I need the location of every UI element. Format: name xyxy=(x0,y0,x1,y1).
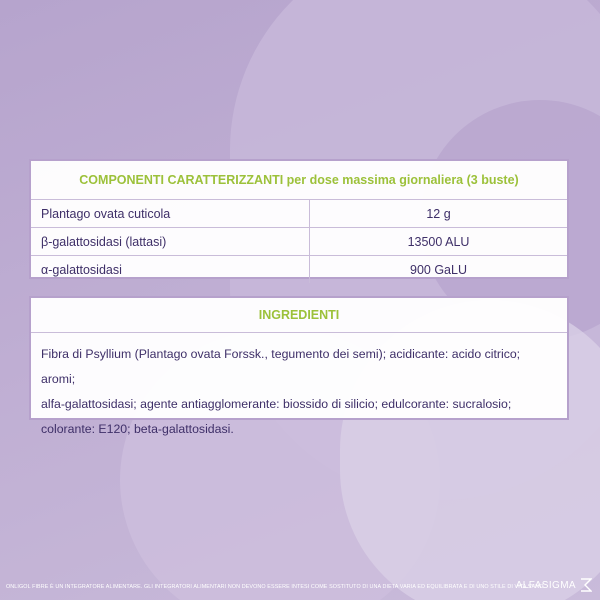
component-value: 900 GaLU xyxy=(410,262,467,277)
ingredients-text xyxy=(31,333,567,442)
footer-disclaimer: ONLIGOL FIBRE È UN INTEGRATORE ALIMENTARE. GLI INTEGRATORI ALIMENTARI NON DEVONO ESSERE INTESI COME SOSTITUTO DI UNA DIETA VARIA ED EQUILIBRATA E DI UNO STILE DI VITA SANO. xyxy=(6,584,546,590)
brand xyxy=(516,578,592,592)
component-name: α-galattosidasi xyxy=(31,256,310,283)
table-row xyxy=(31,256,567,283)
alfasigma-logo-icon xyxy=(580,578,592,592)
ingredients-box xyxy=(29,296,569,436)
brand-name: ALFASIGMA xyxy=(515,579,576,591)
components-header: COMPONENTI CARATTERIZZANTI per dose massima giornaliera (3 buste) xyxy=(31,161,567,200)
ingredients-line: alfa-galattosidasi; agente antiagglomerante: biossido di silicio; edulcorante: sucralosio; xyxy=(41,397,512,411)
table-row xyxy=(31,228,567,256)
table-row xyxy=(31,200,567,228)
ingredients-header: INGREDIENTI xyxy=(31,298,567,333)
component-value: 12 g xyxy=(426,206,451,221)
components-table xyxy=(29,159,569,279)
component-value: 13500 ALU xyxy=(407,234,470,249)
component-name: β-galattosidasi (lattasi) xyxy=(31,228,310,255)
ingredients-line: colorante: E120; beta-galattosidasi. xyxy=(41,422,234,436)
ingredients-line: Fibra di Psyllium (Plantago ovata Forssk., tegumento dei semi); acidicante: acido citrico; aromi; xyxy=(41,347,521,386)
component-name: Plantago ovata cuticola xyxy=(31,200,310,227)
